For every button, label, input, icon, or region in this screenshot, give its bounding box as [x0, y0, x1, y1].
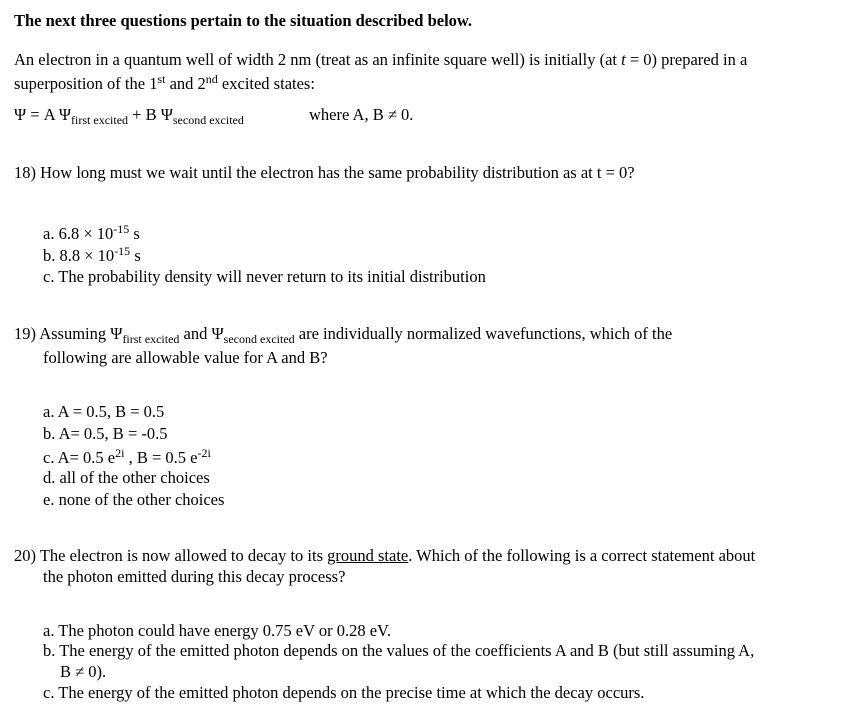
q19-option-e: e. none of the other choices	[43, 490, 225, 509]
q20-option-c: c. The energy of the emitted photon depends on the precise time at which the decay occurs.	[43, 683, 645, 702]
q19-c-exponent-1: 2i	[115, 446, 125, 460]
q18-option-c: c. The probability density will never return to its initial distribution	[43, 267, 486, 286]
q18-b-exponent: -15	[114, 244, 131, 258]
q20-option-b: b. The energy of the emitted photon depends on the values of the coefficients A and B (but still assuming A,	[43, 641, 755, 660]
question-19	[14, 323, 672, 344]
q19-c-mid: , B = 0.5 e	[124, 448, 198, 467]
q19-c-text: c. A= 0.5 e	[43, 448, 116, 467]
wavefunction-equation	[14, 104, 244, 125]
intro-text-1: An electron in a quantum well of width 2 nm (treat as an infinite square well) is initially (at	[14, 50, 622, 69]
q20-option-a: a. The photon could have energy 0.75 eV or 0.28 eV.	[43, 621, 391, 640]
q18-a-exponent: -15	[113, 222, 130, 236]
intro-text-2: superposition of the 1	[14, 74, 158, 93]
q18-b-text: b. 8.8 × 10	[43, 246, 115, 265]
intro-and: and 2	[165, 74, 206, 93]
q18-option-a	[43, 223, 140, 244]
equation-plus: + B Ψ	[128, 105, 173, 124]
q19-c-exponent-2: -2i	[197, 446, 211, 460]
q19-option-b: b. A= 0.5, B = -0.5	[43, 424, 168, 443]
q18-a-text: a. 6.8 × 10	[43, 224, 114, 243]
q19-option-d: d. all of the other choices	[43, 468, 210, 487]
question-18: 18) How long must we wait until the electron has the same probability distribution as at t = 0?	[14, 163, 635, 182]
q18-b-unit: s	[130, 246, 141, 265]
question-20-line-2: the photon emitted during this decay process?	[43, 567, 346, 586]
intro-text-2-end: excited states:	[217, 74, 315, 93]
question-19-line-2: following are allowable value for A and B?	[43, 348, 328, 367]
section-heading: The next three questions pertain to the situation described below.	[14, 11, 473, 30]
intro-text-1-end: = 0) prepared in a	[625, 50, 748, 69]
first-excited-subscript: first excited	[71, 113, 129, 127]
q19-option-a: a. A = 0.5, B = 0.5	[43, 402, 165, 421]
q18-a-unit: s	[129, 224, 140, 243]
q19-option-c	[43, 447, 211, 468]
nd-superscript: nd	[205, 72, 218, 86]
q19-second-excited-subscript: second excited	[223, 332, 295, 346]
st-superscript: st	[157, 72, 166, 86]
equation-condition: where A, B ≠ 0.	[309, 105, 414, 124]
q19-first-excited-subscript: first excited	[122, 332, 180, 346]
second-excited-subscript: second excited	[172, 113, 244, 127]
q19-and: and Ψ	[179, 324, 224, 343]
t-symbol: t	[621, 50, 626, 69]
q19-text-start: 19) Assuming Ψ	[14, 324, 123, 343]
q18-option-b	[43, 245, 141, 266]
q20-text-end: . Which of the following is a correct statement about	[408, 546, 756, 565]
q20-text-start: 20) The electron is now allowed to decay to its	[14, 546, 328, 565]
question-20	[14, 545, 755, 566]
intro-line-2	[14, 73, 315, 94]
equation-lhs: Ψ = A Ψ	[14, 105, 72, 124]
intro-line-1	[14, 49, 747, 70]
q20-option-b-line-2: B ≠ 0).	[60, 662, 107, 681]
q19-text-end: are individually normalized wavefunctions, which of the	[294, 324, 673, 343]
ground-state-underlined: ground state	[327, 546, 409, 565]
